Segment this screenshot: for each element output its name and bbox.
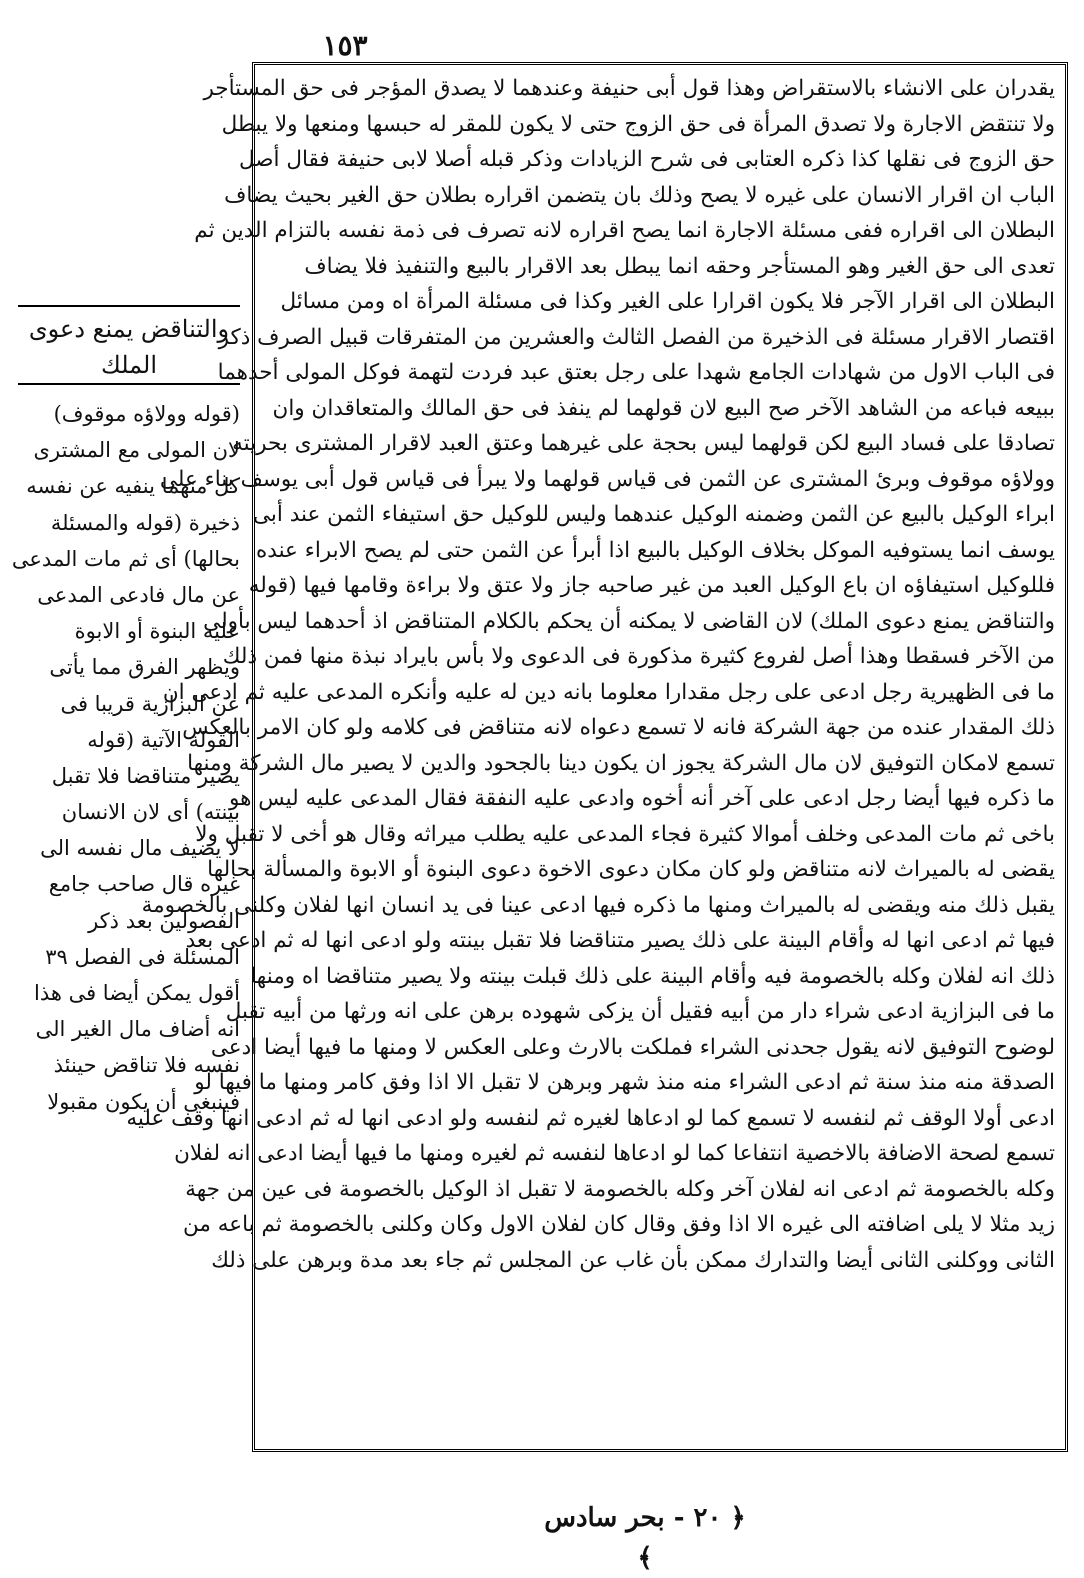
text-line: باخى ثم مات المدعى وخلف أموالا كثيرة فجاء المدعى عليه يطلب ميراثه وقال هو أخى لا تقبل ولا (195, 821, 1055, 847)
text-line: ولا تنتقض الاجارة ولا تصدق المرأة فى حق الزوج حتى لا يكون للمقر له حبسها ومنعها ولا يبطل (221, 111, 1055, 137)
text-line: ما فى البزازية ادعى شراء دار من أبيه فقيل أن يزكى شهوده برهن على انه ورثها من أبيه تقبل (225, 999, 1055, 1024)
text-line: يوسف انما يستوفيه الموكل بخلاف الوكيل بالبيع اذا أبرأ عن الثمن حتى لم يصح الابراء عنده (256, 537, 1055, 563)
text-line: تصادقا على فساد البيع لكن قولهما ليس بحجة على غيرهما وعتق العبد لاقرار المشترى بحريته (232, 431, 1055, 456)
margin-note-line: لا يضيف مال نفسه الى (40, 836, 240, 861)
text-line: ذلك المقدار عنده من جهة الشركة فانه لا تسمع دعواه لانه متناقض فى كلامه ولو كان الامر بالعكس (182, 715, 1055, 740)
margin-note-line: يصير متناقضا فلا تقبل (51, 763, 240, 788)
margin-note-line: الفصولين بعد ذكر (88, 908, 240, 933)
margin-note-line: بينته) أى لان الانسان (61, 800, 240, 825)
margin-note-line: ذخيرة (قوله والمسئلة (50, 510, 240, 535)
text-line: يقضى له بالميراث لانه متناقض ولو كان مكان دعوى الاخوة دعوى البنوة أو الابوة والمسألة بحالها (207, 857, 1055, 882)
margin-note-line: عن البزازية قريبا فى (60, 691, 240, 716)
margin-note-line: غيره قال صاحب جامع (48, 872, 240, 897)
margin-note-line: انه أضاف مال الغير الى (35, 1017, 240, 1042)
margin-note-line: ويظهر الفرق مما يأتى (49, 655, 240, 680)
text-line: تعدى الى حق الغير وهو المستأجر وحقه انما يبطل بعد الاقرار بالبيع والتنفيذ فلا يضاف (304, 253, 1055, 279)
margin-note-line: أقول يمكن أيضا فى هذا (33, 981, 240, 1005)
text-line: البطلان الى اقراره ففى مسئلة الاجارة انما يصح اقراره لانه تصرف فى ذمة نفسه بالتزام الدين ثم (194, 218, 1055, 243)
text-line: حق الزوج فى نقلها كذا ذكره العتابى فى شرح الزيادات وذكر قبله أصلا لابى حنيفة فقال أصل (239, 147, 1055, 172)
text-line: والتناقض يمنع دعوى الملك) لان القاضى لا يمكنه أن يحكم بالكلام المتناقض اذ أحدهما ليس بأولى (203, 608, 1055, 634)
text-line: ذلك انه لفلان وكله بالخصومة فيه وأقام البينة على ذلك قبلت بينته ولا يصير متناقضا اه ومنها (250, 963, 1055, 989)
footer-signature: ﴿ ٢٠ - بحر سادس ﴾ (544, 1503, 746, 1573)
text-line: ما ذكره فيها أيضا رجل ادعى على آخر أنه أخوه وادعى عليه النفقة فقال المدعى عليه ليس هو (228, 786, 1055, 811)
margin-note-line: فينبغى أن يكون مقبولا (47, 1089, 240, 1114)
margin-note-line: نفسه فلا تناقض حينئذ (53, 1053, 240, 1078)
text-line: لوضوح التوفيق لانه يقول جحدنى الشراء فملكت بالارث وعلى العكس لا ومنها ما فيها أيضا ادعى (210, 1034, 1055, 1060)
text-line: اقتصار الاقرار مسئلة فى الذخيرة من الفصل الثالث والعشرين من المتفرقات قبيل الصرف ذكر (218, 324, 1055, 350)
margin-note-line: كل منهما ينفيه عن نفسه (26, 474, 240, 499)
margin-note-line: عن مال فادعى المدعى (37, 582, 240, 607)
text-line: ابراء الوكيل بالبيع عن الثمن وضمنه الوكيل عندهما وليس للوكيل حق استيفاء الثمن عند أبى (253, 502, 1055, 527)
text-line: فللوكيل استيفاؤه ان باع الوكيل العبد من غير صاحبه جاز ولا عتق ولا براءة وقامها فيها (قوله (248, 573, 1055, 598)
text-line: ما فى الظهيرية رجل ادعى على رجل مقدارا معلوما بانه دين له عليه وأنكره المدعى عليه ثم ادعى ان (162, 679, 1055, 705)
text-line: الصدقة منه منذ سنة ثم ادعى الشراء منه منذ شهر وبرهن لا تقبل الا اذا وفق كامر ومنها ما فيها لو (194, 1070, 1055, 1095)
margin-note-line: القولة الآتية (قوله (87, 727, 240, 752)
text-line: البطلان الى اقرار الآجر فلا يكون اقرارا على الغير وكذا فى مسئلة المرأة اه ومن مسائل (280, 289, 1055, 314)
text-line: ادعى أولا الوقف ثم لنفسه لا تسمع كما لو ادعاها لغيره ثم لنفسه ولو ادعى انها له ثم ادعى انها وقف عليه (126, 1105, 1055, 1131)
text-line: تسمع لصحة الاضافة بالاخصية انتفاعا كما لو ادعاها لنفسه ثم لغيره ومنها ما فيها أيضا ادعى انه لفلان (174, 1141, 1055, 1166)
margin-note-line: عليه البنوة أو الابوة (74, 619, 240, 644)
text-line: يقدران على الانشاء بالاستقراض وهذا قول أبى حنيفة وعندهما لا يصدق المؤجر فى حق المستأجر (203, 76, 1055, 101)
text-line: وكله بالخصومة ثم ادعى انه لفلان آخر وكله بالخصومة لا تقبل اذ الوكيل بالخصومة فى عين من جهة (185, 1176, 1055, 1202)
margin-note-line: لان المولى مع المشترى (33, 438, 240, 463)
text-line: يقبل ذلك منه ويقضى له بالميراث ومنها ما ذكره فيها ادعى عينا فى يد انسان انها لفلان وكلنى بالخصومة (141, 892, 1055, 918)
margin-header: والتناقض يمنع دعوى الملك (18, 305, 240, 385)
text-line: من الآخر فسقطا وهذا أصل لفروع كثيرة مذكورة فى الدعوى ولا بأس بايراد نبذة منها فمن ذلك (222, 644, 1055, 669)
text-line: الباب ان اقرار الانسان على غيره لا يصح وذلك بان يتضمن اقراره بطلان حق الغير بحيث يضاف (224, 182, 1055, 208)
text-line: وولاؤه موقوف وبرئ المشترى عن الثمن فى قياس قولهما ولا يبرأ فى قياس قول أبى يوسف بناء على (159, 466, 1055, 492)
text-line: زيد مثلا لا يلى اضافته الى غيره الا اذا وفق وقال كان لفلان الاول وكان وكلنى بالخصومة ثم باعه من (183, 1212, 1055, 1237)
text-line: الثانى ووكلنى الثانى أيضا والتدارك ممكن بأن غاب عن المجلس ثم جاء بعد مدة وبرهن على ذلك (211, 1247, 1055, 1273)
text-line: فيها ثم ادعى انها له وأقام البينة على ذلك يصير متناقضا فلا تقبل بينته ولو ادعى انها له ثم ادعى بعد (185, 928, 1055, 953)
text-line: ببيعه فباعه من الشاهد الآخر صح البيع لان قولهما لم ينفذ فى حق المالك والمتعاقدان وان (272, 395, 1055, 421)
text-line: فى الباب الاول من شهادات الجامع شهدا على رجل بعتق عبد فردت لتهمة فوكل المولى أحدهما (217, 360, 1055, 385)
margin-note-line: (قوله وولاؤه موقوف) (53, 402, 240, 426)
page-number: ١٥٣ (322, 29, 368, 62)
margin-note-line: المسئلة فى الفصل ٣٩ (45, 944, 240, 969)
text-line: تسمع لامكان التوفيق لان مال الشركة يجوز ان يكون دينا بالجحود والدين لا يصير مال الشركة ومنها (187, 750, 1055, 776)
margin-note-line: بحالها) أى ثم مات المدعى (11, 546, 240, 571)
